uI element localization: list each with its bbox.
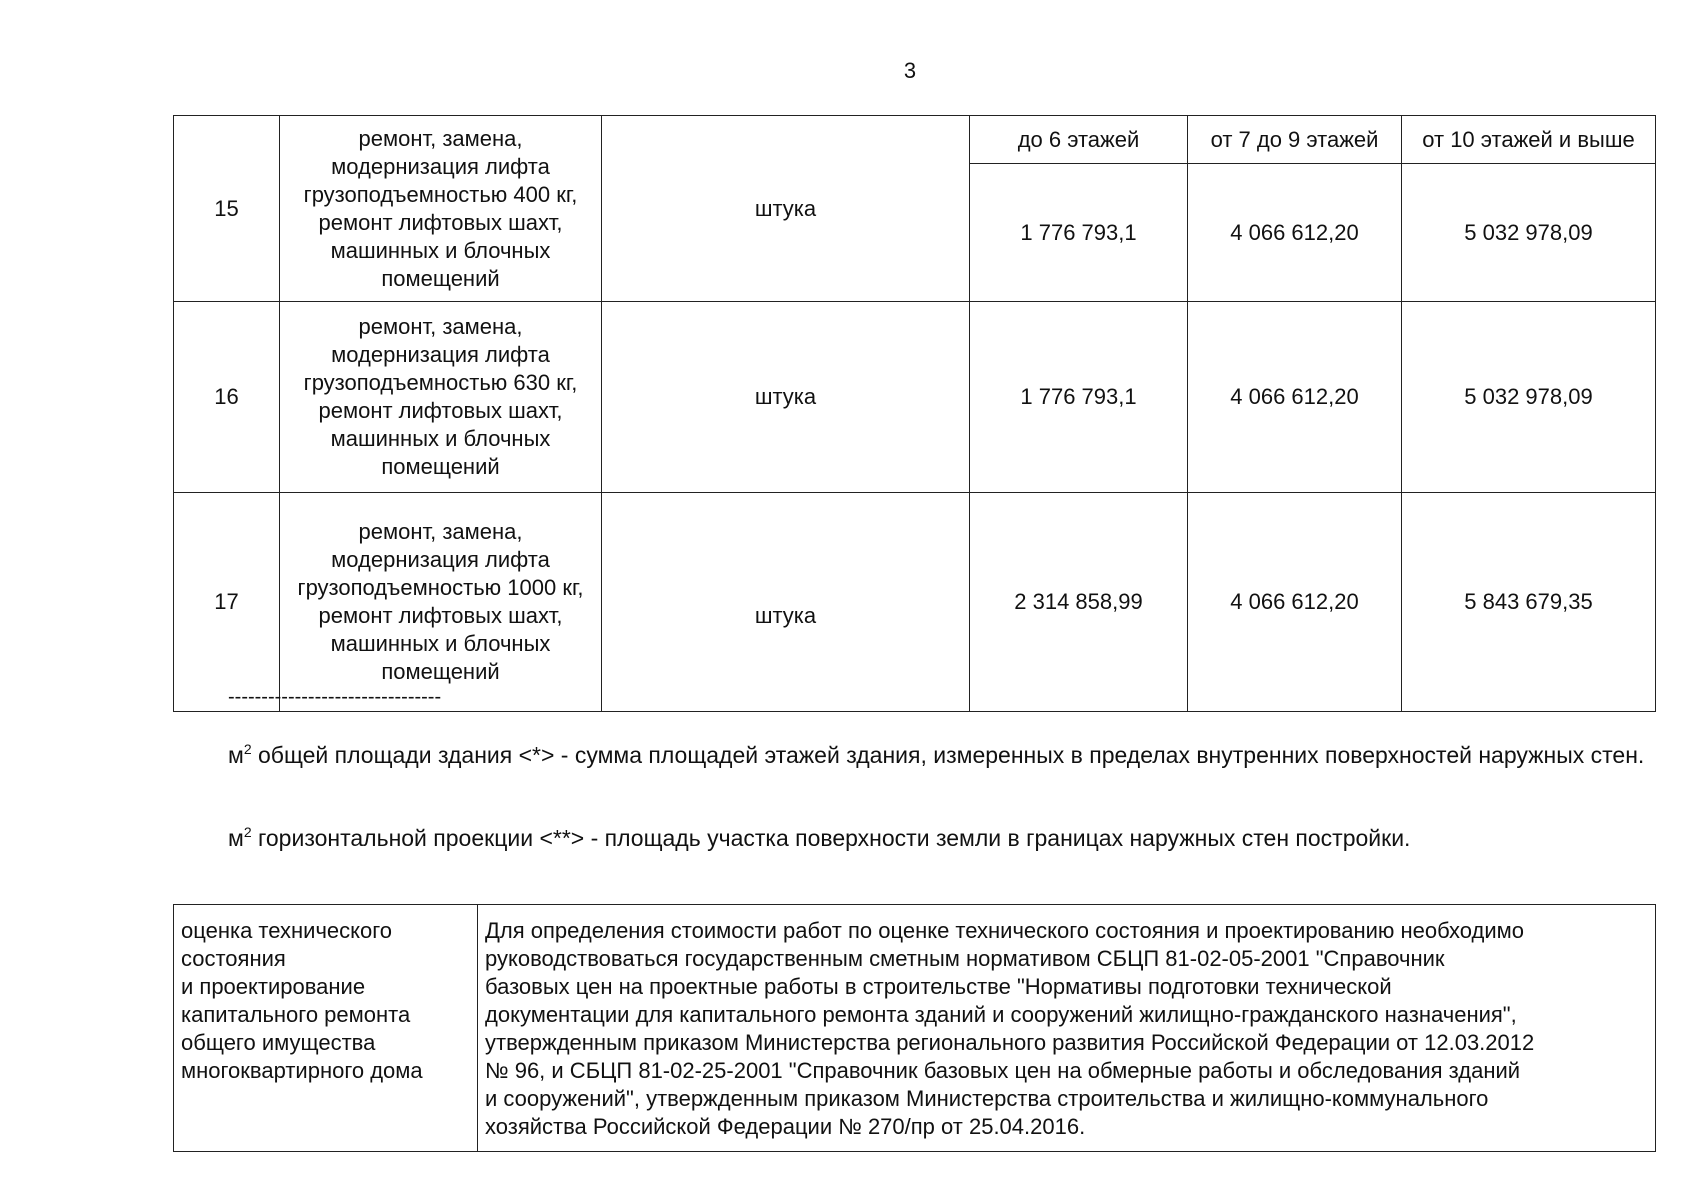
- floor-header: до 6 этажей: [970, 116, 1188, 164]
- table-row: [174, 302, 1656, 493]
- price-cell: 1 776 793,1: [970, 302, 1188, 493]
- assessment-table: [173, 904, 1656, 1152]
- assessment-label: оценка технического состояния и проектирование капитального ремонта общего имущества многоквартирного дома: [174, 905, 478, 1152]
- assessment-text: Для определения стоимости работ по оценке технического состояния и проектированию необходимо руководствоваться государственным сметным нормативом СБЦП 81-02-05-2001 "Справочник базовых цен на проектные работы в строительстве "Нормативы подготовки технической документации для капитального ремонта зданий и сооружений жилищно-гражданского назначения", утвержденным приказом Министерства регионального развития Российской Федерации от 12.03.2012 № 96, и СБЦП 81-02-25-2001 "Справочник базовых цен на обмерные работы и обследования зданий и сооружений", утвержденным приказом Министерства строительства и жилищно-коммунального хозяйства Российской Федерации № 270/пр от 25.04.2016.: [478, 905, 1656, 1152]
- price-cell: 4 066 612,20: [1188, 164, 1402, 302]
- row-number: 16: [174, 302, 280, 493]
- unit-symbol: м: [228, 825, 244, 851]
- unit-cell: штука: [602, 302, 970, 493]
- price-cell: 5 032 978,09: [1402, 164, 1656, 302]
- footnote-text: горизонтальной проекции <**> - площадь участка поверхности земли в границах наружных стен постройки.: [251, 825, 1411, 851]
- price-cell: 2 314 858,99: [970, 493, 1188, 712]
- table-row: [174, 493, 1656, 712]
- unit-symbol: м: [228, 742, 244, 768]
- table-row: [174, 116, 1656, 164]
- unit-cell: штука: [602, 493, 970, 712]
- price-cell: 5 032 978,09: [1402, 302, 1656, 493]
- unit-superscript: 2: [243, 824, 252, 840]
- page-number: 3: [903, 58, 917, 83]
- price-cell: 5 843 679,35: [1402, 493, 1656, 712]
- work-description: ремонт, замена, модернизация лифта грузоподъемностью 630 кг, ремонт лифтовых шахт, машинных и блочных помещений: [280, 302, 602, 493]
- row-number: 15: [174, 116, 280, 302]
- footnote-total-area: [173, 740, 1655, 770]
- work-description: ремонт, замена, модернизация лифта грузоподъемностью 1000 кг, ремонт лифтовых шахт, машинных и блочных помещений: [280, 493, 602, 712]
- footnote-horizontal-projection: [173, 823, 1655, 853]
- unit-superscript: 2: [243, 741, 252, 757]
- floor-header: от 10 этажей и выше: [1402, 116, 1656, 164]
- price-cell: 1 776 793,1: [970, 164, 1188, 302]
- footnote-separator: --------------------------------: [228, 686, 442, 708]
- price-cell: 4 066 612,20: [1188, 302, 1402, 493]
- unit-cell: штука: [602, 116, 970, 302]
- footnote-text: общей площади здания <*> - сумма площадей этажей здания, измеренных в пределах внутренних поверхностей наружных стен.: [251, 742, 1645, 768]
- floor-header: от 7 до 9 этажей: [1188, 116, 1402, 164]
- price-cell: 4 066 612,20: [1188, 493, 1402, 712]
- table-row: [174, 905, 1656, 1152]
- cost-table: [173, 115, 1656, 712]
- row-number: 17: [174, 493, 280, 712]
- work-description: ремонт, замена, модернизация лифта грузоподъемностью 400 кг, ремонт лифтовых шахт, машинных и блочных помещений: [280, 116, 602, 302]
